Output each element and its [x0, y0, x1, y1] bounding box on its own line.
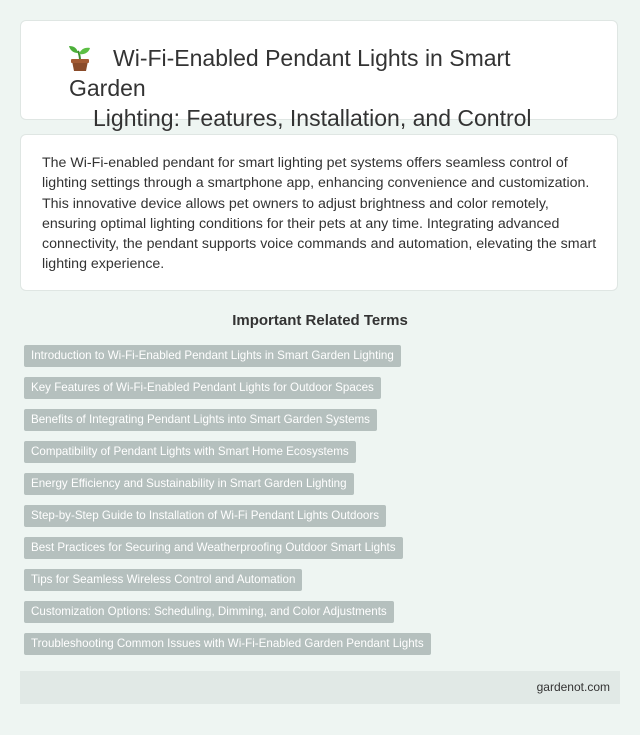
title-wrap [69, 43, 589, 133]
footer [20, 671, 620, 704]
footer-site-link[interactable]: gardenot.com [536, 680, 610, 694]
page-title-line2: Lighting: Features, Installation, and Control [93, 105, 532, 131]
page-title-line1: Wi-Fi-Enabled Pendant Lights in Smart Garden [69, 45, 511, 101]
list-item [24, 569, 431, 601]
list-item [24, 537, 431, 569]
title-card [20, 20, 618, 131]
list-item [24, 601, 431, 633]
related-term-link[interactable]: Best Practices for Securing and Weatherproofing Outdoor Smart Lights [24, 537, 403, 559]
description-card [20, 134, 618, 291]
related-term-link[interactable]: Customization Options: Scheduling, Dimming, and Color Adjustments [24, 601, 394, 623]
related-term-link[interactable]: Energy Efficiency and Sustainability in Smart Garden Lighting [24, 473, 354, 495]
related-term-link[interactable]: Key Features of Wi-Fi-Enabled Pendant Lights for Outdoor Spaces [24, 377, 381, 399]
sprout-icon [67, 45, 93, 73]
list-item [24, 505, 431, 537]
related-term-link[interactable]: Introduction to Wi-Fi-Enabled Pendant Lights in Smart Garden Lighting [24, 345, 401, 367]
list-item [24, 345, 431, 377]
description-text: The Wi-Fi-enabled pendant for smart lighting pet systems offers seamless control of lighting settings through a smartphone app, enhancing convenience and customization. This innovative device allows pet owners to adjust brightness and color remotely, ensuring optimal lighting conditions for their pets at any time. Integrating advanced connectivity, the pendant supports voice commands and automation, elevating the smart lighting experience. [42, 155, 597, 273]
list-item [24, 633, 431, 665]
related-terms-heading: Important Related Terms [232, 312, 408, 329]
list-item [24, 441, 431, 473]
related-term-link[interactable]: Benefits of Integrating Pendant Lights into Smart Garden Systems [24, 409, 377, 431]
list-item [24, 377, 431, 409]
list-item [24, 409, 431, 441]
related-term-link[interactable]: Tips for Seamless Wireless Control and Automation [24, 569, 302, 591]
related-term-link[interactable]: Troubleshooting Common Issues with Wi-Fi-Enabled Garden Pendant Lights [24, 633, 431, 655]
related-terms-list [24, 345, 431, 665]
related-term-link[interactable]: Step-by-Step Guide to Installation of Wi-Fi Pendant Lights Outdoors [24, 505, 386, 527]
related-term-link[interactable]: Compatibility of Pendant Lights with Smart Home Ecosystems [24, 441, 356, 463]
page-title [69, 43, 589, 133]
list-item [24, 473, 431, 505]
